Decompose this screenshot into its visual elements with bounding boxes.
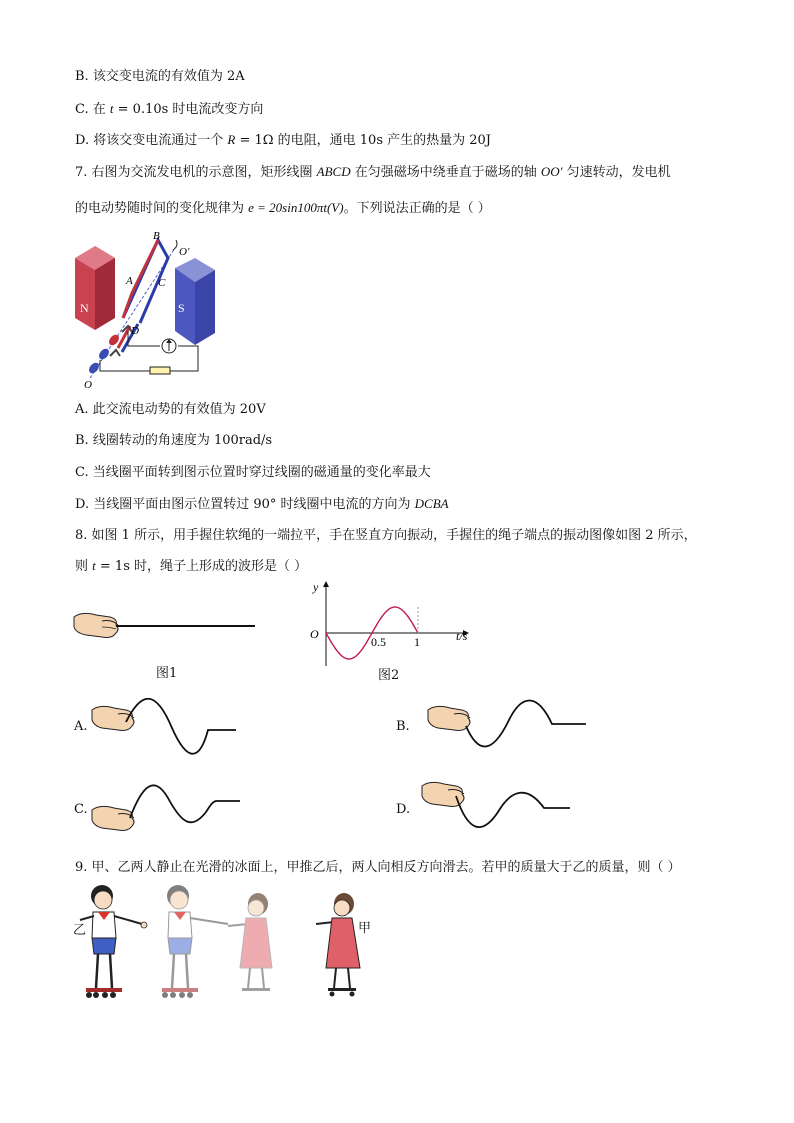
q8-option-b-label[interactable]: B. (396, 719, 410, 734)
skater-yi-motion-icon (162, 885, 228, 998)
q7-option-c: C. 当线圈平面转到图示位置时穿过线圈的磁通量的变化率最大 (75, 465, 431, 480)
hand-icon (92, 806, 134, 830)
generator-diagram (70, 228, 220, 390)
q9-stem: 9. 甲、乙两人静止在光滑的冰面上，甲推乙后，两人向相反方向滑去。若甲的质量大于乙的质量，则（ ） (75, 860, 681, 875)
n-label: N (80, 301, 89, 315)
q6-option-b: B. 该交变电流的有效值为 2A (75, 69, 245, 84)
fig2-vibration-chart (308, 578, 478, 670)
x-axis-label: t/s (456, 629, 468, 643)
label-yi: 乙 (73, 923, 87, 938)
fig2-caption: 图2 (378, 668, 400, 683)
q8-option-b-waveform[interactable] (426, 698, 591, 758)
wave-curve (126, 699, 236, 754)
q6-option-d: D. 将该交变电流通过一个 R = 1Ω 的电阻，通电 10s 产生的热量为 20J (75, 132, 492, 148)
q7-stem-line2: 的电动势随时间的变化规律为 e = 20sin100πt(V)。下列说法正确的是（ ） (75, 200, 491, 216)
tick-label-0.5: 0.5 (371, 635, 386, 649)
origin-label: O (310, 627, 319, 641)
n-magnet-front (75, 258, 95, 330)
y-axis-label: y (313, 580, 319, 594)
tick-label-1: 1 (414, 635, 420, 649)
resistor-icon (150, 367, 170, 374)
skaters-illustration (78, 882, 368, 1004)
svg-text:O: O (84, 379, 92, 390)
q8-option-a-waveform[interactable] (90, 698, 240, 758)
svg-text:A: A (126, 275, 133, 287)
q8-stem-line1: 8. 如图 1 所示，用手握住软绳的一端拉平，手在竖直方向振动，手握住的绳子端点的振动图像如图 2 所示， (75, 528, 697, 543)
wave-curve (456, 793, 570, 827)
hand-icon (428, 706, 470, 730)
q8-option-c-label[interactable]: C. (74, 802, 88, 817)
svg-text:B: B (153, 230, 160, 242)
s-label: S (178, 301, 185, 315)
svg-text:C: C (158, 277, 166, 289)
q6-option-c: C. 在 t = 0.10s 时电流改变方向 (75, 101, 264, 117)
skater-jia-icon (316, 893, 360, 997)
svg-text:O′: O′ (179, 246, 190, 258)
hand-icon (74, 613, 118, 637)
wave-curve (466, 700, 586, 746)
skater-jia-motion-icon (228, 893, 272, 991)
fig1-caption: 图1 (156, 666, 178, 681)
q7-option-a: A. 此交流电动势的有效值为 20V (75, 402, 266, 417)
q8-option-d-label[interactable]: D. (396, 802, 411, 817)
fig1-hand-rope (72, 605, 262, 645)
q7-option-b: B. 线圈转动的角速度为 100rad/s (75, 433, 273, 448)
q8-stem-line2: 则 t = 1s 时，绳子上形成的波形是（ ） (75, 558, 308, 574)
q8-option-a-label[interactable]: A. (74, 719, 88, 734)
wave-curve (130, 785, 240, 822)
q7-option-d: D. 当线圈平面由图示位置转过 90° 时线圈中电流的方向为 DCBA (75, 496, 449, 512)
s-magnet-side (195, 270, 215, 345)
q8-option-c-waveform[interactable] (90, 776, 245, 838)
q7-stem-line1: 7. 右图为交流发电机的示意图，矩形线圈 ABCD 在匀强磁场中绕垂直于磁场的轴 OO′ 匀速转动，发电机 (75, 164, 671, 180)
skater-yi-icon (80, 885, 147, 998)
label-jia: 甲 (358, 921, 372, 936)
svg-text:D: D (131, 325, 139, 337)
q8-option-d-waveform[interactable] (420, 780, 575, 835)
